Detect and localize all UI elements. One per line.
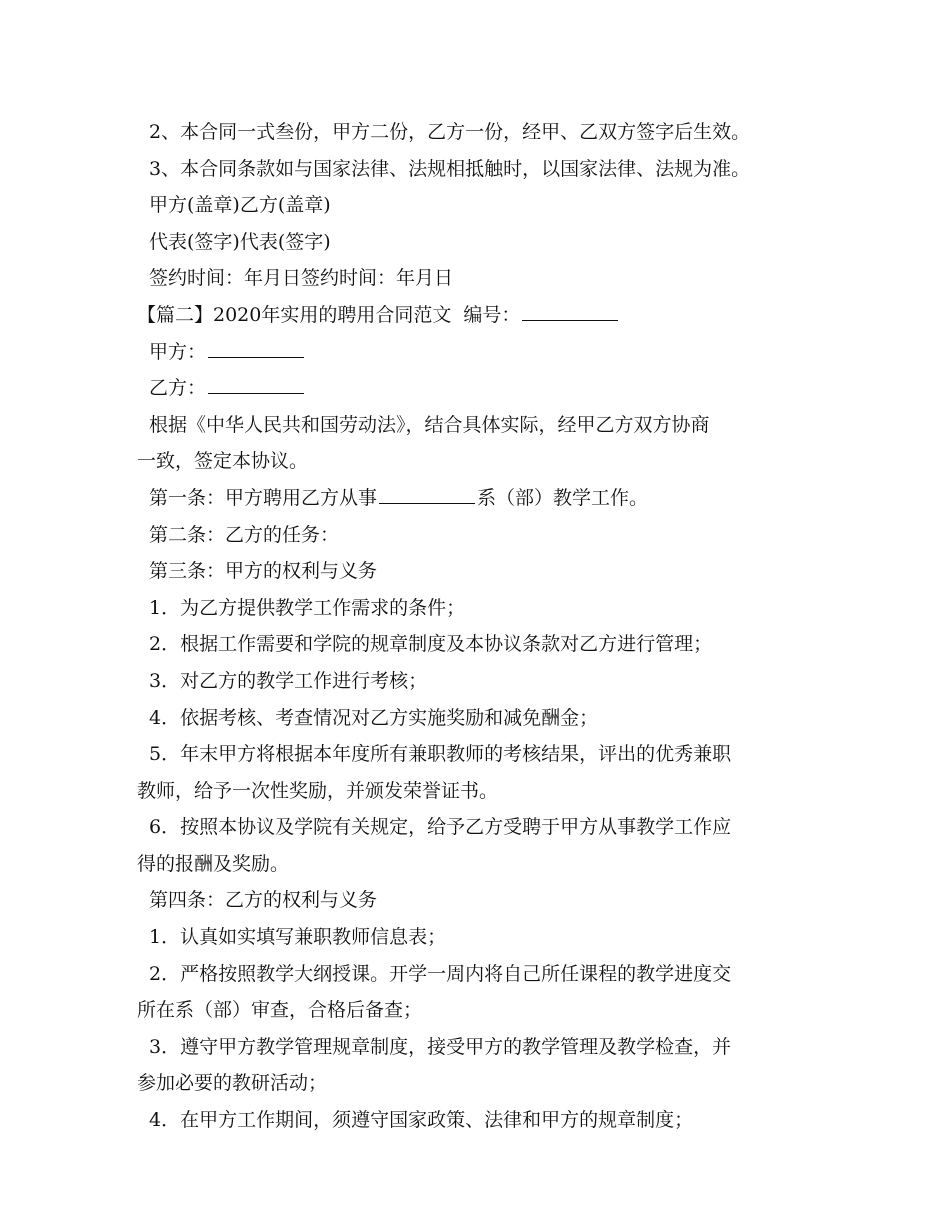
- signature-line: 甲方(盖章)乙方(盖章): [149, 194, 331, 217]
- list-item-continued: 所在系（部）审查，合格后备查；: [137, 999, 423, 1022]
- paragraph-line: 根据《中华人民共和国劳动法》，结合具体实际，经甲乙方双方协商: [149, 413, 710, 436]
- number-label: 编号：: [463, 303, 521, 326]
- clause-line: 3、本合同条款如与国家法律、法规相抵触时，以国家法律、法规为准。: [149, 157, 751, 180]
- number-blank: [522, 302, 618, 321]
- article-one-text-b: 系（部）教学工作。: [477, 486, 649, 509]
- party-a-line: [137, 334, 827, 371]
- section-heading: [137, 297, 827, 334]
- paragraph-line: 一致，签定本协议。: [137, 450, 309, 473]
- list-item: 6．按照本协议及学院有关规定，给予乙方受聘于甲方从事教学工作应: [149, 816, 732, 839]
- list-item-continued: 参加必要的教研活动；: [137, 1072, 328, 1095]
- list-item: 4．依据考核、考查情况对乙方实施奖励和减免酬金；: [149, 706, 599, 729]
- document-body: [137, 114, 827, 1139]
- section-title: 【篇二】2020年实用的聘用合同范文: [137, 303, 452, 326]
- article-one-line: [137, 480, 827, 517]
- list-item: 5．年末甲方将根据本年度所有兼职教师的考核结果，评出的优秀兼职: [149, 743, 732, 766]
- department-blank: [379, 485, 475, 504]
- party-a-label: 甲方：: [149, 340, 207, 363]
- list-item: 3．遵守甲方教学管理规章制度，接受甲方的教学管理及教学检查，并: [149, 1035, 732, 1058]
- list-item: 2．严格按照教学大纲授课。开学一周内将自己所任课程的教学进度交: [149, 962, 732, 985]
- clause-line: 2、本合同一式叁份，甲方二份，乙方一份，经甲、乙双方签字后生效。: [149, 121, 751, 143]
- article-one-text-a: 第一条：甲方聘用乙方从事: [149, 486, 378, 509]
- signing-date-line: 签约时间：年月日签约时间：年月日: [149, 267, 454, 290]
- list-item: 1．认真如实填写兼职教师信息表；: [149, 926, 447, 949]
- list-item-continued: 得的报酬及奖励。: [137, 852, 290, 875]
- article-heading: 第四条：乙方的权利与义务: [149, 889, 378, 912]
- article-heading: 第三条：甲方的权利与义务: [149, 560, 378, 583]
- party-a-blank: [208, 339, 304, 358]
- signature-line: 代表(签字)代表(签字): [149, 230, 331, 253]
- list-item-continued: 教师，给予一次性奖励，并颁发荣誉证书。: [137, 779, 499, 802]
- party-b-blank: [208, 375, 304, 394]
- article-heading: 第二条：乙方的任务：: [149, 523, 340, 546]
- list-item: 1．为乙方提供教学工作需求的条件；: [149, 596, 466, 619]
- list-item: 3．对乙方的教学工作进行考核；: [149, 669, 428, 692]
- party-b-line: [137, 370, 827, 407]
- party-b-label: 乙方：: [149, 377, 207, 400]
- list-item: 2．根据工作需要和学院的规章制度及本协议条款对乙方进行管理；: [149, 633, 713, 656]
- list-item: 4．在甲方工作期间，须遵守国家政策、法律和甲方的规章制度；: [149, 1109, 694, 1132]
